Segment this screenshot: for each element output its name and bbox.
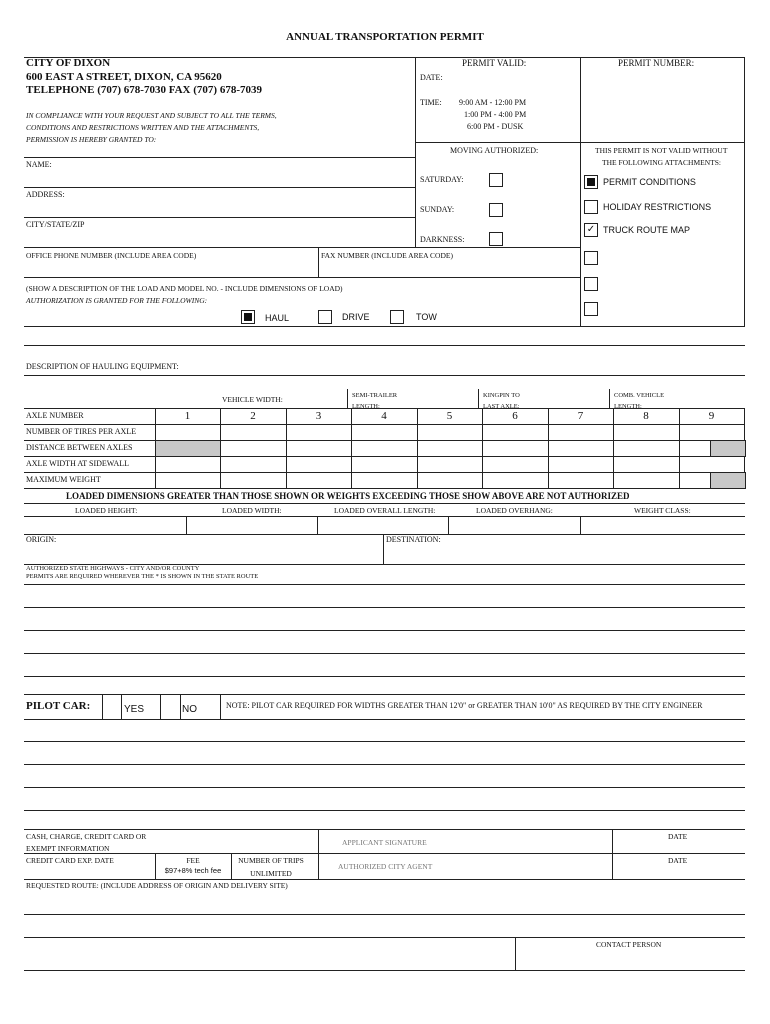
loaded-height-label: LOADED HEIGHT: [75, 506, 138, 515]
saturday-label: SATURDAY: [420, 175, 464, 184]
loaded-width-label: LOADED WIDTH: [222, 506, 282, 515]
contact-person-label: CONTACT PERSON [596, 940, 662, 949]
tires-per-axle-row-label: NUMBER OF TIRES PER AXLE [26, 427, 137, 436]
payment-method-line-2: EXEMPT INFORMATION [26, 844, 110, 853]
sunday-checkbox[interactable] [489, 203, 503, 217]
truck-route-map-checkbox[interactable]: ✓ [584, 223, 598, 237]
pilot-car-no-box[interactable] [160, 694, 181, 720]
destination-label: DESTINATION: [386, 535, 441, 544]
pilot-car-no-label: NO [182, 704, 197, 715]
issuer-phone-fax: TELEPHONE (707) 678-7030 FAX (707) 678-7039 [26, 84, 262, 96]
attachments-note-1: THIS PERMIT IS NOT VALID WITHOUT [595, 146, 728, 155]
permit-conditions-checkbox[interactable] [584, 175, 598, 189]
authorized-highways-line-1: AUTHORIZED STATE HIGHWAYS - CITY AND/OR COUNTY [26, 565, 200, 572]
applicant-signature-label: APPLICANT SIGNATURE [342, 838, 427, 847]
loaded-overall-length-label: LOADED OVERALL LENGTH: [334, 506, 436, 515]
trips-value: UNLIMITED [250, 869, 292, 878]
haul-checkbox[interactable] [241, 310, 255, 324]
page-title: ANNUAL TRANSPORTATION PERMIT [286, 31, 484, 43]
hauling-equipment-label: DESCRIPTION OF HAULING EQUIPMENT: [26, 362, 179, 371]
moving-authorized-label: MOVING AUTHORIZED: [450, 146, 539, 155]
pilot-car-note: NOTE: PILOT CAR REQUIRED FOR WIDTHS GREATER THAN 12'0" or GREATER THAN 10'0" AS REQUIRED BY THE CITY ENGINEER [226, 701, 703, 710]
time-label: TIME: [420, 98, 442, 107]
tow-checkbox[interactable] [390, 310, 404, 324]
darkness-label: DARKNESS: [420, 235, 465, 244]
city-state-zip-label: CITY/STATE/ZIP [26, 220, 85, 229]
compliance-line-1: IN COMPLIANCE WITH YOUR REQUEST AND SUBJECT TO ALL THE TERMS, [26, 111, 277, 120]
applicant-date-label: DATE [668, 832, 688, 841]
payment-method-line-1: CASH, CHARGE, CREDIT CARD OR [26, 832, 147, 841]
authorization-label: AUTHORIZATION IS GRANTED FOR THE FOLLOWING: [26, 296, 208, 305]
axle-number-row-label: AXLE NUMBER [26, 411, 84, 420]
permit-valid-label: PERMIT VALID: [462, 58, 527, 68]
drive-checkbox[interactable] [318, 310, 332, 324]
axle-7: 7 [577, 410, 584, 422]
drive-label: DRIVE [342, 312, 370, 322]
loaded-overhang-label: LOADED OVERHANG: [476, 506, 553, 515]
time-slot-1: 9:00 AM - 12:00 PM [459, 98, 527, 107]
permit-number-label: PERMIT NUMBER: [618, 58, 695, 68]
comb-vehicle-length-label: COMB. VEHICLE LENGTH: [614, 392, 665, 410]
haul-label: HAUL [265, 313, 290, 323]
tow-label: TOW [416, 312, 437, 322]
pilot-car-label: PILOT CAR: [26, 700, 91, 712]
issuer-address: 600 EAST A STREET, DIXON, CA 95620 [26, 71, 222, 83]
axle-9: 9 [708, 410, 715, 422]
pilot-car-yes-label: YES [124, 704, 145, 715]
saturday-checkbox[interactable] [489, 173, 503, 187]
holiday-restrictions-checkbox[interactable] [584, 200, 598, 214]
compliance-line-3: PERMISSION IS HEREBY GRANTED TO: [26, 135, 157, 144]
distance-axle-1-shaded [155, 440, 221, 457]
attachment-blank-3-checkbox[interactable] [584, 302, 598, 316]
axle-4: 4 [381, 410, 387, 422]
darkness-checkbox[interactable] [489, 232, 503, 246]
fee-label: FEE [186, 856, 200, 865]
permit-conditions-label: PERMIT CONDITIONS [603, 177, 696, 187]
time-slot-3: 6:00 PM - DUSK [467, 122, 524, 131]
distance-axle-9-shaded [710, 440, 746, 457]
axle-1: 1 [184, 410, 191, 422]
attachment-blank-2-checkbox[interactable] [584, 277, 598, 291]
agent-date-label: DATE [668, 856, 688, 865]
attachment-blank-1-checkbox[interactable] [584, 251, 598, 265]
requested-route-label: REQUESTED ROUTE: (INCLUDE ADDRESS OF ORIGIN AND DELIVERY SITE) [26, 881, 288, 890]
truck-route-map-label: TRUCK ROUTE MAP [603, 225, 691, 235]
time-slot-2: 1:00 PM - 4:00 PM [464, 110, 527, 119]
fee-value: $97+8% tech fee [164, 866, 222, 875]
axle-2: 2 [250, 410, 256, 422]
axle-5: 5 [446, 410, 453, 422]
authorized-highways-line-2: PERMITS ARE REQUIRED WHEREVER THE * IS SHOWN IN THE STATE ROUTE [26, 573, 259, 580]
maximum-weight-row-label: MAXIMUM WEIGHT [26, 475, 101, 484]
date-label: DATE: [420, 73, 443, 82]
load-description-label: (SHOW A DESCRIPTION OF THE LOAD AND MODEL NO. - INCLUDE DIMENSIONS OF LOAD) [26, 284, 343, 293]
name-label: NAME: [26, 160, 52, 169]
vehicle-width-label: VEHICLE WIDTH: [222, 395, 283, 404]
loaded-warning: LOADED DIMENSIONS GREATER THAN THOSE SHOWN OR WEIGHTS EXCEEDING THOSE SHOW ABOVE ARE NOT AUTHORIZED [66, 491, 630, 501]
city-agent-label: AUTHORIZED CITY AGENT [338, 862, 433, 871]
axle-6: 6 [512, 410, 518, 422]
credit-card-exp-label: CREDIT CARD EXP. DATE [26, 856, 114, 865]
office-phone-label: OFFICE PHONE NUMBER (INCLUDE AREA CODE) [26, 251, 197, 260]
fax-label: FAX NUMBER (INCLUDE AREA CODE) [321, 251, 453, 260]
semi-trailer-length-label: SEMI-TRAILER LENGTH: [352, 392, 398, 410]
weight-class-label: WEIGHT CLASS: [634, 506, 691, 515]
sunday-label: SUNDAY: [420, 205, 455, 214]
origin-label: ORIGIN: [26, 535, 57, 544]
axle-3: 3 [315, 410, 322, 422]
attachments-note-2: THE FOLLOWING ATTACHMENTS: [602, 158, 721, 167]
weight-axle-9-shaded [710, 472, 746, 489]
kingpin-label: KINGPIN TO LAST AXLE: [483, 392, 520, 410]
axle-8: 8 [643, 410, 649, 422]
pilot-car-yes-box[interactable] [102, 694, 122, 720]
address-label: ADDRESS: [26, 190, 65, 199]
compliance-line-2: CONDITIONS AND RESTRICTIONS WRITTEN AND THE ATTACHMENTS, [26, 123, 260, 132]
trips-label: NUMBER OF TRIPS [238, 856, 304, 865]
distance-between-axles-row-label: DISTANCE BETWEEN AXLES [26, 443, 133, 452]
axle-width-row-label: AXLE WIDTH AT SIDEWALL [26, 459, 130, 468]
holiday-restrictions-label: HOLIDAY RESTRICTIONS [603, 202, 712, 212]
issuer-city: CITY OF DIXON [26, 57, 111, 69]
